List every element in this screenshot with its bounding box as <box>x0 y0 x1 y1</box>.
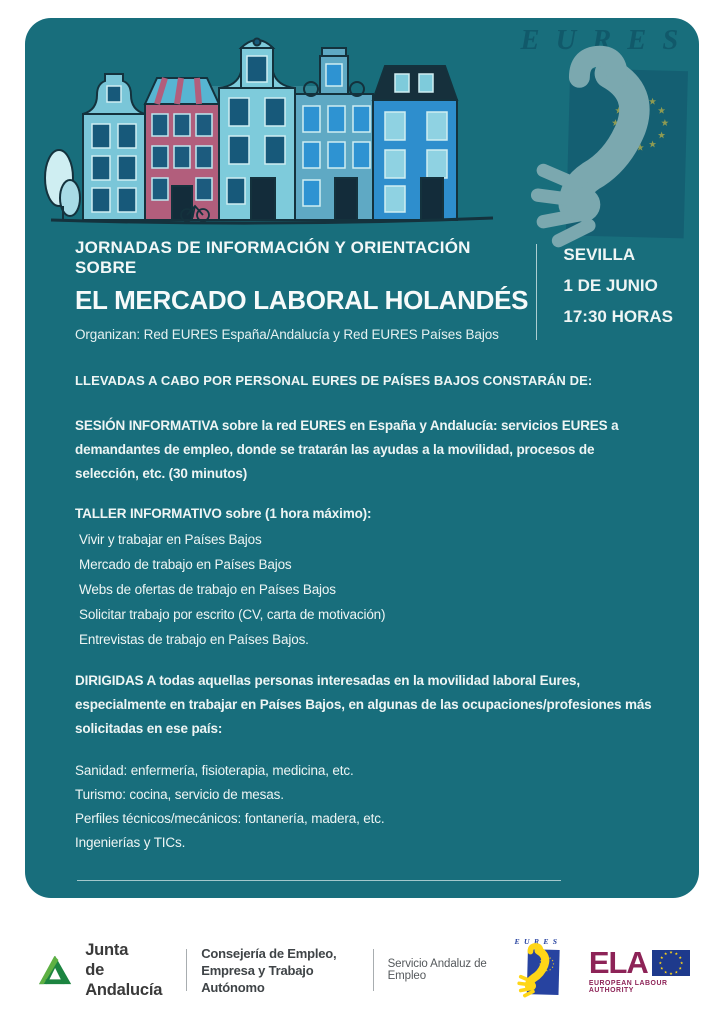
poster-body <box>25 369 699 898</box>
workshop-item: Mercado de trabajo en Países Bajos <box>79 557 292 572</box>
poster-header <box>25 228 699 342</box>
consejeria-text <box>201 945 359 996</box>
junta-text <box>85 940 172 1000</box>
occupation-item: Ingenierías y TICs. <box>75 835 186 850</box>
junta-logo-block <box>35 940 172 1000</box>
footer-logos <box>35 936 700 1004</box>
consejeria-line1: Consejería de Empleo, <box>201 945 337 961</box>
occupations-block <box>75 759 651 855</box>
eures-footer-logo <box>512 933 563 1004</box>
attendance-line <box>75 893 660 898</box>
occupation-item: Perfiles técnicos/mecánicos: fontanería, madera, etc. <box>75 811 385 826</box>
audience-paragraph: DIRIGIDAS A todas aquellas personas interesadas en la movilidad laboral Eures, especialmente en trabajar en Países Bajos, en algunas de las ocupaciones/profesiones más solicitadas en ese país: <box>75 673 652 736</box>
workshop-item: Solicitar trabajo por escrito (CV, carta de motivación) <box>79 607 386 622</box>
intro-line: LLEVADAS A CABO POR PERSONAL EURES DE PAÍSES BAJOS CONSTARÁN DE: <box>75 373 593 388</box>
sae-text: Servicio Andaluz de Empleo <box>387 958 487 982</box>
footer-divider <box>373 949 374 991</box>
junta-andalucia-icon <box>35 949 75 991</box>
junta-line1: Junta <box>85 941 129 959</box>
occupations-list <box>75 759 651 855</box>
event-city: SEVILLA <box>563 245 636 264</box>
ela-name: ELA <box>588 944 648 980</box>
occupation-item: Turismo: cocina, servicio de mesas. <box>75 787 284 802</box>
workshop-item: Vivir y trabajar en Países Bajos <box>79 532 262 547</box>
poster-card <box>25 18 699 898</box>
ela-logo-block <box>588 944 700 994</box>
houses-group <box>45 39 493 224</box>
event-date: 1 DE JUNIO <box>563 276 658 295</box>
poster-top-art <box>25 18 699 228</box>
workshop-list <box>75 527 651 652</box>
title-block <box>75 238 536 342</box>
workshop-item: Webs de ofertas de trabajo en Países Bajos <box>79 582 336 597</box>
ela-subtitle: EUROPEAN LABOUR AUTHORITY <box>588 979 668 994</box>
title-line2: EL MERCADO LABORAL HOLANDÉS <box>75 285 529 315</box>
footer-divider <box>186 949 187 991</box>
event-datetime-block <box>537 238 673 342</box>
organizers-line: Organizan: Red EURES España/Andalucía y Red EURES Países Bajos <box>75 327 499 342</box>
eures-watermark-logo <box>511 24 699 256</box>
occupation-item: Sanidad: enfermería, fisioterapia, medicina, etc. <box>75 763 354 778</box>
eu-flag-icon <box>652 950 690 976</box>
session-info-paragraph: SESIÓN INFORMATIVA sobre la red EURES en España y Andalucía: servicios EURES a demandantes de empleo, donde se tratarán las ayudas a la movilidad, procesos de selección, etc. (30 minutos) <box>75 418 619 481</box>
workshop-item: Entrevistas de trabajo en Países Bajos. <box>79 632 309 647</box>
title-line1: JORNADAS DE INFORMACIÓN Y ORIENTACIÓN SOBRE <box>75 238 471 277</box>
horizontal-divider <box>77 880 561 881</box>
event-time: 17:30 HORAS <box>563 307 673 326</box>
workshop-title: TALLER INFORMATIVO sobre (1 hora máximo): <box>75 506 372 521</box>
junta-line2: de Andalucía <box>85 961 163 999</box>
consejeria-line2: Empresa y Trabajo Autónomo <box>201 962 314 995</box>
canal-houses-illustration <box>37 28 507 233</box>
